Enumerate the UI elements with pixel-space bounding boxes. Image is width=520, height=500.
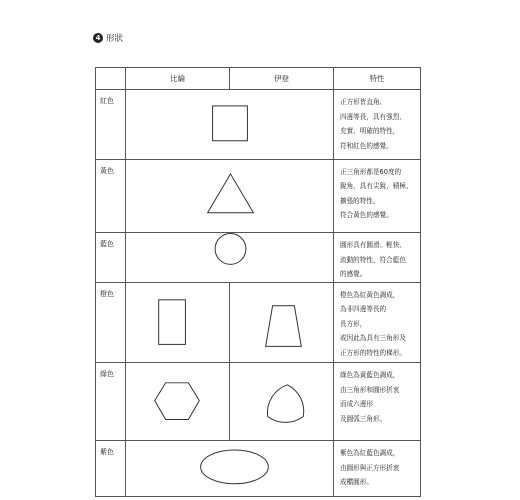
header-characteristics: 特性 <box>334 68 421 90</box>
shape-cell-orange-birren <box>126 282 230 362</box>
shape-cell-purple <box>126 441 334 497</box>
section-heading <box>93 32 123 44</box>
color-label-yellow: 黃色 <box>96 159 126 233</box>
hexagon-shape <box>126 363 229 440</box>
header-itten: 伊登 <box>230 68 334 90</box>
color-label-blue: 藍色 <box>96 233 126 283</box>
header-birren: 比綸 <box>126 68 230 90</box>
table-row <box>96 363 421 441</box>
shape-cell-green-itten <box>230 363 334 441</box>
shape-cell-blue <box>126 233 334 283</box>
table-row <box>96 282 421 362</box>
table-row <box>96 159 421 233</box>
circle-shape <box>126 233 333 265</box>
table-header-row <box>96 68 421 90</box>
shape-cell-orange-itten <box>230 282 334 362</box>
triangle-shape <box>126 160 333 233</box>
description-purple: 紫色為紅藍色調成， 由圓形與正方形折衷 成橢圓形。 <box>334 441 421 497</box>
table-row <box>96 233 421 283</box>
color-label-green: 綠色 <box>96 363 126 441</box>
description-blue: 圓形具有圓滑、輕快、 流動的特性，符合藍色 的感覺。 <box>334 233 421 283</box>
table-row <box>96 90 421 160</box>
color-label-orange: 橙色 <box>96 282 126 362</box>
shape-cell-yellow <box>126 159 334 233</box>
color-label-red: 紅色 <box>96 90 126 160</box>
square-shape <box>126 90 333 159</box>
description-yellow: 正三角形都是60度的 銳角，具有尖銳、積極、 擴張的特性， 符合黃色的感覺。 <box>334 159 421 233</box>
rectangle-shape <box>126 283 229 362</box>
table-row <box>96 441 421 497</box>
description-orange: 橙色為紅黃色調成， 為非四邊等長的 長方形， 或因此為具有三角形及 正方形的特性的梯形。 <box>334 282 421 362</box>
section-number-badge: 4 <box>93 33 103 43</box>
reuleaux-triangle-shape <box>230 363 333 440</box>
shape-cell-green-birren <box>126 363 230 441</box>
description-green: 綠色為黃藍色調成， 由三角形和圓形折衷 而成六邊形 及圓弧三角形。 <box>334 363 421 441</box>
shape-cell-red <box>126 90 334 160</box>
ellipse-shape <box>126 441 333 496</box>
description-red: 正方形皆直角、 四邊等長，具有強烈、 充實、明確的特性， 符和紅色的感覺。 <box>334 90 421 160</box>
header-empty <box>96 68 126 90</box>
shape-color-table <box>95 67 421 497</box>
trapezoid-shape <box>230 283 333 362</box>
section-title: 形狀 <box>106 34 124 44</box>
color-label-purple: 紫色 <box>96 441 126 497</box>
